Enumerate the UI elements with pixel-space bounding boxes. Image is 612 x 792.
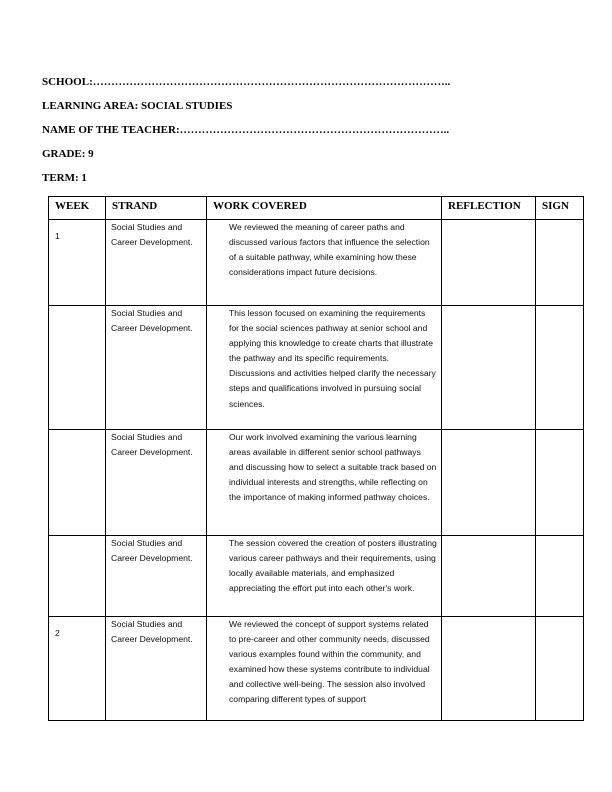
col-strand: STRAND <box>106 197 207 220</box>
reflection-cell <box>442 536 536 617</box>
grade: GRADE: 9 <box>42 148 94 160</box>
col-sign: SIGN <box>536 197 584 220</box>
work-covered-cell: This lesson focused on examining the requirements for the social sciences pathway at senior school and applying this knowledge to create charts that illustrate the pathway and its specific requirements. Discussions and activities helped clarify the necessary steps and qualifications involved in pursuing social sciences. <box>207 306 442 430</box>
table-row <box>49 536 584 617</box>
table-row <box>49 617 584 721</box>
week-cell <box>49 306 106 430</box>
learning-area: LEARNING AREA: SOCIAL STUDIES <box>42 100 233 112</box>
table-row <box>49 306 584 430</box>
sign-cell <box>536 430 584 536</box>
teacher-name-field: NAME OF THE TEACHER:……………………………………………………………….. <box>42 124 450 136</box>
reflection-cell <box>442 220 536 306</box>
sign-cell <box>536 536 584 617</box>
col-reflection: REFLECTION <box>442 197 536 220</box>
week-cell: 1 <box>49 220 106 306</box>
strand-cell: Social Studies and Career Development. <box>106 430 207 536</box>
sign-cell <box>536 220 584 306</box>
reflection-cell <box>442 430 536 536</box>
work-covered-cell: We reviewed the concept of support systems related to pre-career and other community needs, discussed various examples found within the community, and examined how these systems contribute to individual and collective well-being. The session also involved comparing different types of support <box>207 617 442 721</box>
col-week: WEEK <box>49 197 106 220</box>
strand-cell: Social Studies and Career Development. <box>106 220 207 306</box>
term: TERM: 1 <box>42 172 87 184</box>
strand-cell: Social Studies and Career Development. <box>106 536 207 617</box>
strand-cell: Social Studies and Career Development. <box>106 306 207 430</box>
table-row <box>49 220 584 306</box>
strand-cell: Social Studies and Career Development. <box>106 617 207 721</box>
table-row <box>49 430 584 536</box>
table-header-row <box>49 197 584 220</box>
col-work-covered: WORK COVERED <box>207 197 442 220</box>
work-covered-cell: We reviewed the meaning of career paths and discussed various factors that influence the selection of a suitable pathway, while examining how these considerations impact future decisions. <box>207 220 442 306</box>
sign-cell <box>536 306 584 430</box>
work-covered-cell: The session covered the creation of posters illustrating various career pathways and their requirements, using locally available materials, and emphasized appreciating the effort put into each other's work. <box>207 536 442 617</box>
reflection-cell <box>442 617 536 721</box>
week-cell: 2 <box>49 617 106 721</box>
week-cell <box>49 536 106 617</box>
week-cell <box>49 430 106 536</box>
reflection-cell <box>442 306 536 430</box>
sign-cell <box>536 617 584 721</box>
work-covered-table <box>48 196 584 721</box>
school-field: SCHOOL:…………………………………………………………………………………….. <box>42 76 451 88</box>
work-covered-cell: Our work involved examining the various learning areas available in different senior school pathways and discussing how to select a suitable track based on individual interests and strengths, while reflecting on the importance of making informed pathway choices. <box>207 430 442 536</box>
